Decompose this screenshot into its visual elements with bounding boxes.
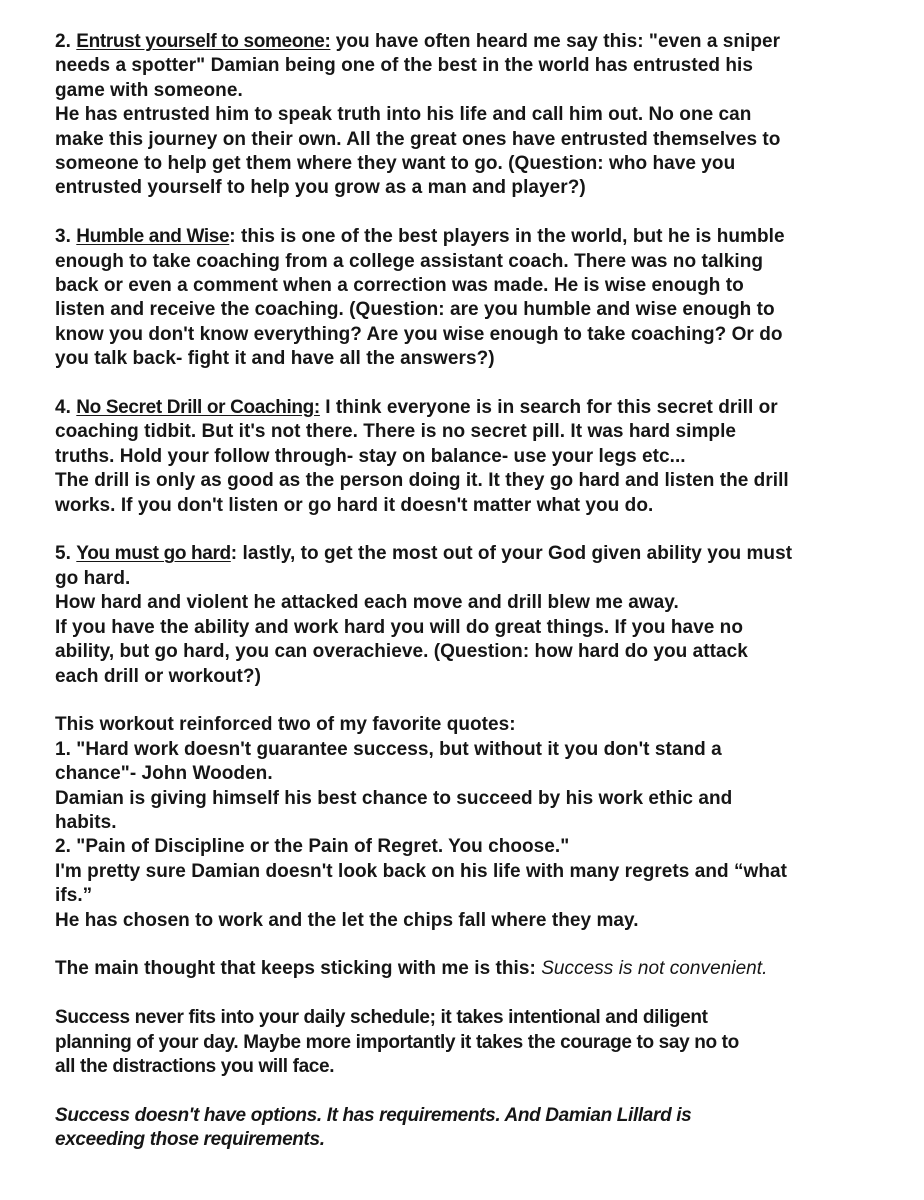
- point-4-line-4: The drill is only as good as the person doing it. It they go hard and listen the drill: [55, 470, 789, 492]
- point-3-line-6: you talk back- fight it and have all the answers?): [55, 348, 495, 370]
- point-4-line-1: [55, 396, 885, 420]
- quotes-line-9: He has chosen to work and the let the chips fall where they may.: [55, 909, 639, 931]
- quotes-line-2: 1. "Hard work doesn't guarantee success, but without it you don't stand a: [55, 738, 722, 760]
- point-4-line-3: truths. Hold your follow through- stay on balance- use your legs etc...: [55, 445, 686, 467]
- point-4-line-5: works. If you don't listen or go hard it doesn't matter what you do.: [55, 494, 654, 516]
- point-2-line-7: entrusted yourself to help you grow as a man and player?): [55, 177, 586, 199]
- document-page: [55, 30, 885, 1177]
- point-2-text: you have often heard me say this: "even a sniper: [330, 31, 781, 52]
- point-5-line-2: go hard.: [55, 567, 131, 589]
- schedule-line-3: all the distractions you will face.: [55, 1055, 335, 1077]
- point-3-line-1: [55, 225, 885, 249]
- point-5-colon: :: [230, 543, 238, 565]
- quotes-line-7: I'm pretty sure Damian doesn't look back on his life with many regrets and “what: [55, 860, 788, 882]
- point-5-paragraph: [55, 542, 885, 688]
- point-4-paragraph: [55, 396, 885, 518]
- quotes-line-4: Damian is giving himself his best chance to succeed by his work ethic and: [55, 787, 733, 809]
- quotes-line-1: This workout reinforced two of my favorite quotes:: [55, 714, 516, 736]
- point-2-line-3: game with someone.: [55, 79, 243, 101]
- point-5-heading: You must go hard: [76, 543, 231, 565]
- schedule-line-1: Success never fits into your daily schedule; it takes intentional and diligent: [55, 1007, 708, 1029]
- quotes-paragraph: [55, 713, 885, 933]
- closing-paragraph: [55, 1104, 885, 1153]
- point-4-line-2: coaching tidbit. But it's not there. There is no secret pill. It was hard simple: [55, 421, 737, 443]
- point-5-line-3: How hard and violent he attacked each move and drill blew me away.: [55, 592, 679, 614]
- point-3-heading: Humble and Wise: [76, 226, 230, 248]
- point-2-line-5: make this journey on their own. All the great ones have entrusted themselves to: [55, 128, 781, 150]
- point-2-heading: Entrust yourself to someone:: [76, 31, 331, 52]
- point-2-number: 2.: [55, 31, 71, 52]
- main-thought-paragraph: [55, 957, 885, 981]
- point-4-text: I think everyone is in search for this secret drill or: [319, 397, 778, 419]
- quotes-line-6: 2. "Pain of Discipline or the Pain of Regret. You choose.": [55, 836, 570, 858]
- quotes-line-3: chance"- John Wooden.: [55, 763, 273, 785]
- point-5-line-1: [55, 542, 885, 566]
- schedule-paragraph: [55, 1006, 885, 1079]
- point-5-text: lastly, to get the most out of your God given ability you must: [237, 543, 793, 565]
- point-5-line-5: ability, but go hard, you can overachieve. (Question: how hard do you attack: [55, 641, 748, 663]
- point-3-text: this is one of the best players in the world, but he is humble: [235, 226, 785, 248]
- point-3-line-4: listen and receive the coaching. (Question: are you humble and wise enough to: [55, 299, 775, 321]
- point-3-colon: :: [229, 226, 236, 248]
- point-2-line-1: [55, 30, 885, 54]
- point-5-number: 5.: [55, 543, 71, 565]
- point-3-paragraph: [55, 225, 885, 371]
- point-2-line-2: needs a spotter" Damian being one of the best in the world has entrusted his: [55, 55, 753, 77]
- point-2-line-4: He has entrusted him to speak truth into his life and call him out. No one can: [55, 104, 752, 126]
- point-5-line-4: If you have the ability and work hard you will do great things. If you have no: [55, 616, 743, 638]
- point-3-line-2: enough to take coaching from a college assistant coach. There was no talking: [55, 250, 764, 272]
- quotes-line-5: habits.: [55, 811, 117, 833]
- point-4-heading: No Secret Drill or Coaching:: [76, 397, 320, 419]
- closing-line-1: Success doesn't have options. It has requirements. And Damian Lillard is: [55, 1104, 692, 1126]
- point-3-number: 3.: [55, 226, 71, 248]
- point-4-number: 4.: [55, 397, 71, 419]
- schedule-line-2: planning of your day. Maybe more importantly it takes the courage to say no to: [55, 1031, 739, 1053]
- point-2-line-6: someone to help get them where they want to go. (Question: who have you: [55, 153, 736, 175]
- main-thought-emphasis: Success is not convenient.: [541, 958, 768, 980]
- main-thought-lead: The main thought that keeps sticking with me is this:: [55, 958, 542, 980]
- main-thought-line: [55, 957, 885, 981]
- point-5-line-6: each drill or workout?): [55, 665, 261, 687]
- quotes-line-8: ifs.”: [55, 885, 93, 907]
- point-3-line-5: know you don't know everything? Are you wise enough to take coaching? Or do: [55, 323, 783, 345]
- closing-line-2: exceeding those requirements.: [55, 1129, 325, 1151]
- point-2-paragraph: [55, 30, 885, 201]
- point-3-line-3: back or even a comment when a correction was made. He is wise enough to: [55, 275, 744, 297]
